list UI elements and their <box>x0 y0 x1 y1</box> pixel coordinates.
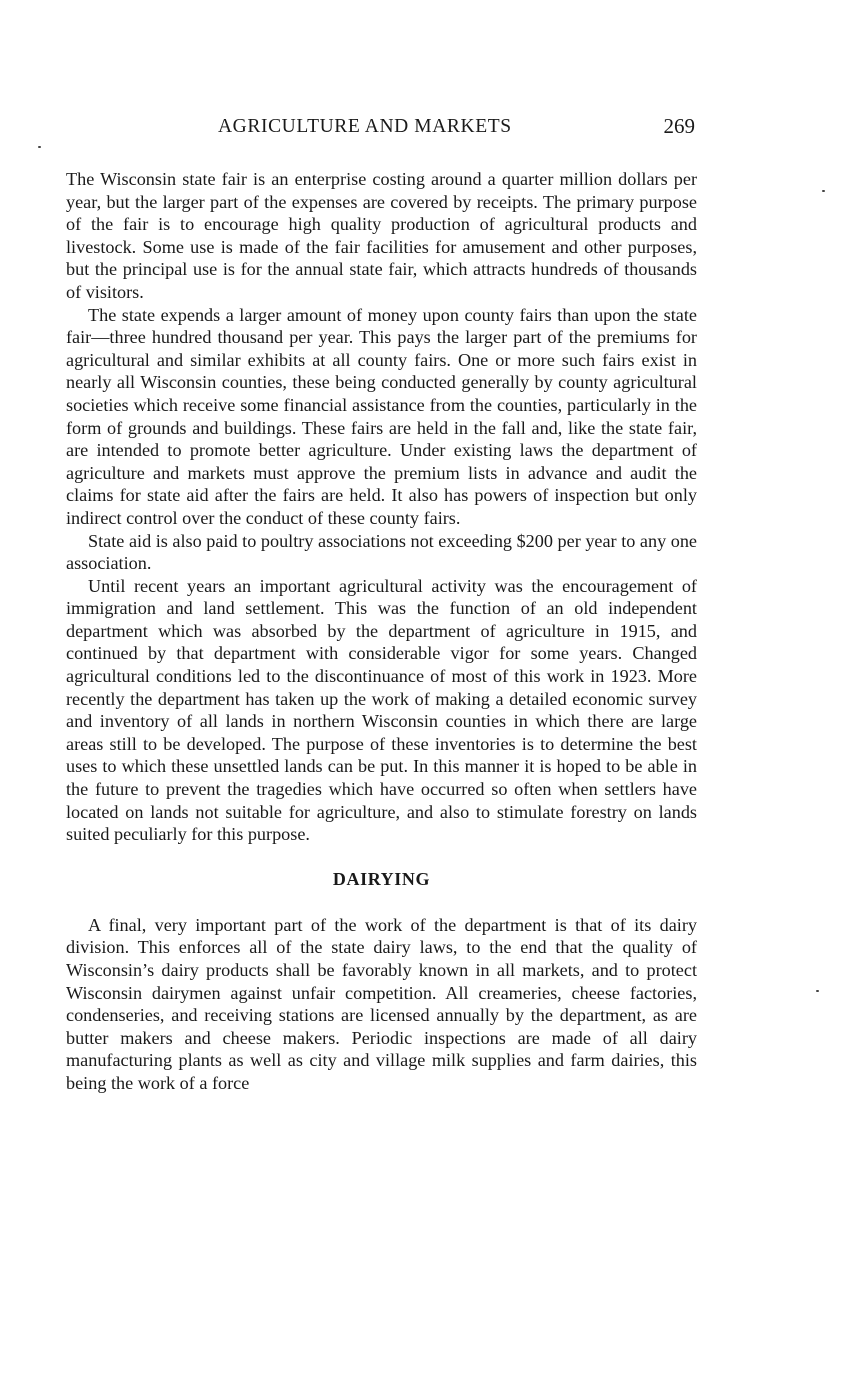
scan-speck <box>822 190 825 192</box>
scan-speck <box>816 990 819 992</box>
paragraph: The Wisconsin state fair is an enterprise costing around a quarter million dollars per year, but the larger part of the expenses are covered by receipts. The primary purpose of the fair is to encourage high quality production of agricultural products and livestock. Some use is made of the fair facilities for amusement and other purposes, but the principal use is for the annual state fair, which attracts hundreds of thousands of visitors. <box>66 169 697 302</box>
paragraph: A final, very important part of the work of the department is that of its dairy division. This enforces all of the state dairy laws, to the end that the quality of Wisconsin’s dairy products shall be favorably known in all markets, and to protect Wisconsin dairymen against unfair competition. All creameries, cheese factories, condenseries, and receiving stations are licensed annually by the department, as are butter makers and cheese makers. Periodic inspections are made of all dairy manufacturing plants as well as city and village milk supplies and farm dairies, this being the work of a force <box>66 914 697 1093</box>
running-title: AGRICULTURE AND MARKETS <box>218 116 512 137</box>
page-header <box>66 116 697 144</box>
scan-speck <box>38 146 41 148</box>
body-text <box>66 168 697 1095</box>
page-number: 269 <box>663 114 695 138</box>
paragraph: Until recent years an important agricultural activity was the encouragement of immigration and land settlement. This was the function of an old independent department which was absorbed by the department of agriculture in 1915, and continued by that department with considerable vigor for some years. Changed agricultural conditions led to the discontinuance of most of this work in 1923. More recently the department has taken up the work of making a detailed economic survey and inventory of all lands in northern Wisconsin counties in which there are large areas still to be developed. The purpose of these inventories is to determine the best uses to which these unsettled lands can be put. In this manner it is hoped to be able in the future to prevent the tragedies which have occurred so often when settlers have located on lands not suitable for agriculture, and also to stimulate forestry on lands suited peculiarly for this purpose. <box>66 575 697 845</box>
paragraph: State aid is also paid to poultry associations not exceeding $200 per year to any one association. <box>66 530 697 574</box>
paragraph: The state expends a larger amount of money upon county fairs than upon the state fair—three hundred thousand per year. This pays the larger part of the premiums for agricultural and similar exhibits at all county fairs. One or more such fairs exist in nearly all Wisconsin counties, these being conducted generally by county agricultural societies which receive some financial assistance from the counties, particularly in the form of grounds and buildings. These fairs are held in the fall and, like the state fair, are intended to promote better agriculture. Under existing laws the department of agriculture and markets must approve the premium lists in advance and audit the claims for state aid after the fairs are held. It also has powers of inspection but only indirect control over the conduct of these county fairs. <box>66 304 697 528</box>
section-heading: DAIRYING <box>332 868 431 889</box>
